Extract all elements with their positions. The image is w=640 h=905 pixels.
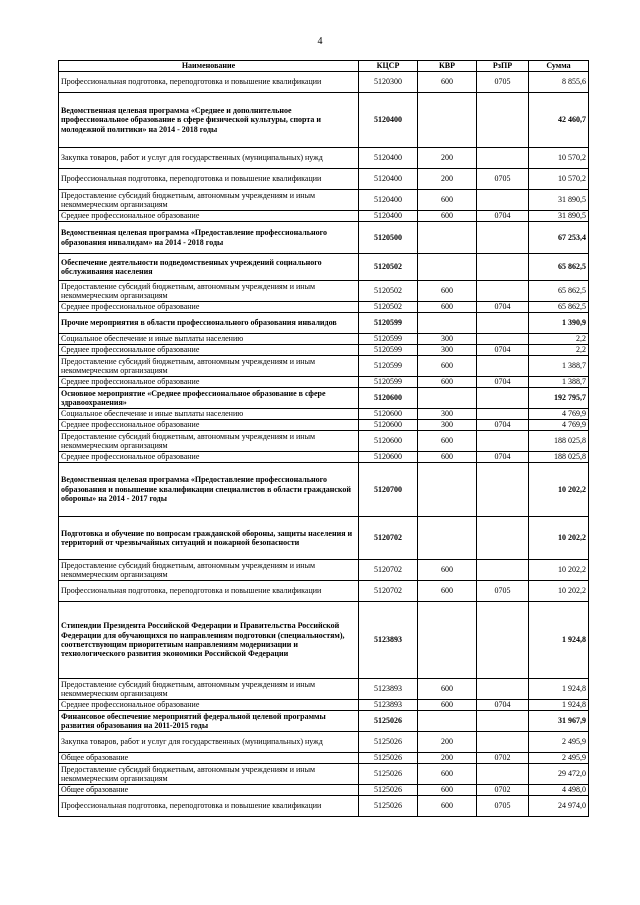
table-row [59, 796, 589, 817]
row-rzpr-cell [477, 732, 529, 753]
table-row [59, 581, 589, 602]
row-kcsr-cell: 5120400 [359, 148, 418, 169]
column-header-sum: Сумма [529, 61, 589, 72]
row-name-cell: Стипендии Президента Российской Федерации и Правительства Российской Федерации для обучающихся по направлениям подготовки (специальностям), соответствующим приоритетным направлениям модернизации и технологического развития экономики Российской Федерации [59, 602, 359, 679]
row-sum-cell: 31 890,5 [529, 211, 589, 222]
table-row [59, 463, 589, 517]
row-kcsr-cell: 5120600 [359, 452, 418, 463]
row-kvr-cell: 200 [418, 169, 477, 190]
row-kvr-cell: 600 [418, 356, 477, 377]
table-row [59, 452, 589, 463]
row-kcsr-cell: 5120600 [359, 388, 418, 409]
row-kvr-cell: 200 [418, 148, 477, 169]
row-rzpr-cell: 0705 [477, 796, 529, 817]
row-rzpr-cell [477, 222, 529, 254]
row-kvr-cell [418, 711, 477, 732]
row-sum-cell: 10 202,2 [529, 581, 589, 602]
row-name-cell: Предоставление субсидий бюджетным, автономным учреждениям и иным некоммерческим организациям [59, 679, 359, 700]
row-rzpr-cell [477, 602, 529, 679]
table-row [59, 254, 589, 281]
row-rzpr-cell [477, 517, 529, 560]
row-kvr-cell: 300 [418, 420, 477, 431]
row-name-cell: Предоставление субсидий бюджетным, автономным учреждениям и иным некоммерческим организациям [59, 281, 359, 302]
row-name-cell: Финансовое обеспечение мероприятий федеральной целевой программы развития образования на 2011-2015 годы [59, 711, 359, 732]
row-rzpr-cell: 0704 [477, 700, 529, 711]
row-kvr-cell [418, 222, 477, 254]
row-kvr-cell [418, 254, 477, 281]
row-kvr-cell: 600 [418, 679, 477, 700]
table-row [59, 72, 589, 93]
row-rzpr-cell: 0705 [477, 72, 529, 93]
row-kcsr-cell: 5120599 [359, 377, 418, 388]
row-sum-cell: 8 855,6 [529, 72, 589, 93]
row-rzpr-cell [477, 431, 529, 452]
row-rzpr-cell [477, 93, 529, 148]
row-sum-cell: 1 924,8 [529, 700, 589, 711]
row-kvr-cell: 600 [418, 377, 477, 388]
row-kvr-cell: 600 [418, 302, 477, 313]
row-kvr-cell: 200 [418, 732, 477, 753]
column-header-name: Наименование [59, 61, 359, 72]
row-sum-cell: 24 974,0 [529, 796, 589, 817]
row-kvr-cell: 600 [418, 785, 477, 796]
row-name-cell: Закупка товаров, работ и услуг для государственных (муниципальных) нужд [59, 732, 359, 753]
row-kcsr-cell: 5120400 [359, 190, 418, 211]
table-row [59, 602, 589, 679]
row-kcsr-cell: 5120400 [359, 211, 418, 222]
row-rzpr-cell [477, 190, 529, 211]
row-sum-cell: 4 498,0 [529, 785, 589, 796]
row-name-cell: Среднее профессиональное образование [59, 452, 359, 463]
row-sum-cell: 10 202,2 [529, 463, 589, 517]
row-name-cell: Предоставление субсидий бюджетным, автономным учреждениям и иным некоммерческим организациям [59, 431, 359, 452]
row-sum-cell: 2 495,9 [529, 732, 589, 753]
row-kvr-cell: 600 [418, 796, 477, 817]
row-kcsr-cell: 5120502 [359, 254, 418, 281]
budget-table [58, 60, 589, 817]
row-kcsr-cell: 5120502 [359, 281, 418, 302]
row-name-cell: Ведомственная целевая программа «Предоставление профессионального образования и повышение квалификации специалистов в области гражданской обороны» на 2014 - 2017 годы [59, 463, 359, 517]
table-row [59, 190, 589, 211]
row-sum-cell: 192 795,7 [529, 388, 589, 409]
row-rzpr-cell [477, 409, 529, 420]
row-name-cell: Среднее профессиональное образование [59, 345, 359, 356]
row-kvr-cell: 300 [418, 334, 477, 345]
table-row [59, 388, 589, 409]
table-row [59, 700, 589, 711]
row-name-cell: Профессиональная подготовка, переподготовка и повышение квалификации [59, 796, 359, 817]
row-kvr-cell: 600 [418, 700, 477, 711]
row-sum-cell: 1 924,8 [529, 602, 589, 679]
row-rzpr-cell: 0702 [477, 785, 529, 796]
row-name-cell: Профессиональная подготовка, переподготовка и повышение квалификации [59, 581, 359, 602]
row-kvr-cell: 300 [418, 409, 477, 420]
table-row [59, 764, 589, 785]
row-sum-cell: 4 769,9 [529, 409, 589, 420]
table-row [59, 169, 589, 190]
row-rzpr-cell: 0705 [477, 581, 529, 602]
table-row [59, 711, 589, 732]
row-rzpr-cell: 0704 [477, 452, 529, 463]
table-row [59, 679, 589, 700]
row-rzpr-cell [477, 148, 529, 169]
row-sum-cell: 4 769,9 [529, 420, 589, 431]
row-sum-cell: 2,2 [529, 334, 589, 345]
row-kvr-cell: 600 [418, 431, 477, 452]
row-name-cell: Предоставление субсидий бюджетным, автономным учреждениям и иным некоммерческим организациям [59, 560, 359, 581]
row-kcsr-cell: 5120400 [359, 169, 418, 190]
row-kvr-cell [418, 463, 477, 517]
column-header-kvr: КВР [418, 61, 477, 72]
table-row [59, 302, 589, 313]
row-sum-cell: 10 202,2 [529, 517, 589, 560]
table-row [59, 313, 589, 334]
table-row [59, 334, 589, 345]
table-row [59, 356, 589, 377]
row-rzpr-cell [477, 388, 529, 409]
row-sum-cell: 2 495,9 [529, 753, 589, 764]
row-kcsr-cell: 5120300 [359, 72, 418, 93]
row-name-cell: Предоставление субсидий бюджетным, автономным учреждениям и иным некоммерческим организациям [59, 190, 359, 211]
row-kvr-cell [418, 93, 477, 148]
row-kvr-cell: 600 [418, 190, 477, 211]
row-kvr-cell [418, 313, 477, 334]
table-row [59, 148, 589, 169]
row-name-cell: Основное мероприятие «Среднее профессиональное образование в сфере здравоохранения» [59, 388, 359, 409]
row-sum-cell: 31 890,5 [529, 190, 589, 211]
row-rzpr-cell: 0705 [477, 169, 529, 190]
row-sum-cell: 188 025,8 [529, 431, 589, 452]
table-row [59, 222, 589, 254]
row-kcsr-cell: 5125026 [359, 711, 418, 732]
row-kvr-cell [418, 388, 477, 409]
table-row [59, 93, 589, 148]
row-rzpr-cell [477, 356, 529, 377]
row-name-cell: Обеспечение деятельности подведомственных учреждений социального обслуживания населения [59, 254, 359, 281]
row-rzpr-cell [477, 313, 529, 334]
table-row [59, 281, 589, 302]
row-name-cell: Социальное обеспечение и иные выплаты населению [59, 334, 359, 345]
page-number: 4 [317, 36, 323, 47]
row-kvr-cell: 600 [418, 581, 477, 602]
row-kvr-cell: 600 [418, 452, 477, 463]
row-sum-cell: 1 924,8 [529, 679, 589, 700]
row-name-cell: Профессиональная подготовка, переподготовка и повышение квалификации [59, 169, 359, 190]
row-kcsr-cell: 5125026 [359, 785, 418, 796]
row-kcsr-cell: 5120400 [359, 93, 418, 148]
row-kcsr-cell: 5120500 [359, 222, 418, 254]
row-sum-cell: 10 570,2 [529, 169, 589, 190]
row-kcsr-cell: 5120702 [359, 560, 418, 581]
row-rzpr-cell [477, 560, 529, 581]
row-kvr-cell: 600 [418, 211, 477, 222]
table-row [59, 753, 589, 764]
row-sum-cell: 65 862,5 [529, 302, 589, 313]
row-name-cell: Предоставление субсидий бюджетным, автономным учреждениям и иным некоммерческим организациям [59, 764, 359, 785]
row-sum-cell: 1 388,7 [529, 377, 589, 388]
row-name-cell: Ведомственная целевая программа «Среднее и дополнительное профессиональное образование в сфере физической культуры, спорта и молодежной политики» на 2014 - 2018 годы [59, 93, 359, 148]
row-name-cell: Подготовка и обучение по вопросам гражданской обороны, защиты населения и территорий от чрезвычайных ситуаций и пожарной безопасности [59, 517, 359, 560]
table-row [59, 431, 589, 452]
row-kcsr-cell: 5120599 [359, 334, 418, 345]
row-kvr-cell: 600 [418, 560, 477, 581]
row-name-cell: Среднее профессиональное образование [59, 211, 359, 222]
row-kcsr-cell: 5123893 [359, 700, 418, 711]
row-kcsr-cell: 5123893 [359, 602, 418, 679]
row-kcsr-cell: 5120700 [359, 463, 418, 517]
table-row [59, 211, 589, 222]
row-rzpr-cell [477, 281, 529, 302]
table-row [59, 377, 589, 388]
row-name-cell: Среднее профессиональное образование [59, 420, 359, 431]
row-kvr-cell: 600 [418, 281, 477, 302]
row-kcsr-cell: 5120599 [359, 345, 418, 356]
row-kcsr-cell: 5120502 [359, 302, 418, 313]
row-kcsr-cell: 5125026 [359, 753, 418, 764]
row-kcsr-cell: 5120600 [359, 409, 418, 420]
row-kvr-cell: 200 [418, 753, 477, 764]
row-sum-cell: 10 202,2 [529, 560, 589, 581]
row-rzpr-cell: 0704 [477, 345, 529, 356]
row-kcsr-cell: 5120599 [359, 313, 418, 334]
row-kvr-cell: 600 [418, 72, 477, 93]
row-sum-cell: 67 253,4 [529, 222, 589, 254]
row-name-cell: Прочие мероприятия в области профессионального образования инвалидов [59, 313, 359, 334]
row-name-cell: Среднее профессиональное образование [59, 302, 359, 313]
row-kcsr-cell: 5120600 [359, 431, 418, 452]
table-row [59, 517, 589, 560]
row-rzpr-cell: 0702 [477, 753, 529, 764]
row-sum-cell: 65 862,5 [529, 281, 589, 302]
row-kcsr-cell: 5123893 [359, 679, 418, 700]
row-rzpr-cell [477, 679, 529, 700]
row-rzpr-cell: 0704 [477, 420, 529, 431]
row-rzpr-cell [477, 711, 529, 732]
row-name-cell: Профессиональная подготовка, переподготовка и повышение квалификации [59, 72, 359, 93]
row-kvr-cell [418, 517, 477, 560]
row-name-cell: Предоставление субсидий бюджетным, автономным учреждениям и иным некоммерческим организациям [59, 356, 359, 377]
column-header-rzpr: РзПР [477, 61, 529, 72]
row-rzpr-cell [477, 254, 529, 281]
row-kcsr-cell: 5120600 [359, 420, 418, 431]
row-kcsr-cell: 5120702 [359, 581, 418, 602]
row-sum-cell: 188 025,8 [529, 452, 589, 463]
row-name-cell: Социальное обеспечение и иные выплаты населению [59, 409, 359, 420]
row-rzpr-cell [477, 334, 529, 345]
table-header-row [59, 61, 589, 72]
row-kcsr-cell: 5125026 [359, 796, 418, 817]
row-rzpr-cell: 0704 [477, 302, 529, 313]
row-sum-cell: 1 390,9 [529, 313, 589, 334]
row-name-cell: Закупка товаров, работ и услуг для государственных (муниципальных) нужд [59, 148, 359, 169]
row-sum-cell: 31 967,9 [529, 711, 589, 732]
table-row [59, 732, 589, 753]
row-kvr-cell: 600 [418, 764, 477, 785]
row-sum-cell: 1 388,7 [529, 356, 589, 377]
row-sum-cell: 42 460,7 [529, 93, 589, 148]
row-kvr-cell: 300 [418, 345, 477, 356]
table-row [59, 785, 589, 796]
row-name-cell: Ведомственная целевая программа «Предоставление профессионального образования инвалидам» на 2014 - 2018 годы [59, 222, 359, 254]
column-header-kcsr: КЦСР [359, 61, 418, 72]
table-row [59, 420, 589, 431]
row-kcsr-cell: 5120702 [359, 517, 418, 560]
row-name-cell: Общее образование [59, 753, 359, 764]
row-sum-cell: 2,2 [529, 345, 589, 356]
row-sum-cell: 65 862,5 [529, 254, 589, 281]
table-row [59, 409, 589, 420]
row-kcsr-cell: 5120599 [359, 356, 418, 377]
row-rzpr-cell [477, 463, 529, 517]
row-name-cell: Общее образование [59, 785, 359, 796]
row-name-cell: Среднее профессиональное образование [59, 377, 359, 388]
row-sum-cell: 10 570,2 [529, 148, 589, 169]
table-row [59, 345, 589, 356]
row-kcsr-cell: 5125026 [359, 732, 418, 753]
table-row [59, 560, 589, 581]
row-kvr-cell [418, 602, 477, 679]
row-rzpr-cell [477, 764, 529, 785]
row-sum-cell: 29 472,0 [529, 764, 589, 785]
row-kcsr-cell: 5125026 [359, 764, 418, 785]
row-name-cell: Среднее профессиональное образование [59, 700, 359, 711]
row-rzpr-cell: 0704 [477, 377, 529, 388]
row-rzpr-cell: 0704 [477, 211, 529, 222]
